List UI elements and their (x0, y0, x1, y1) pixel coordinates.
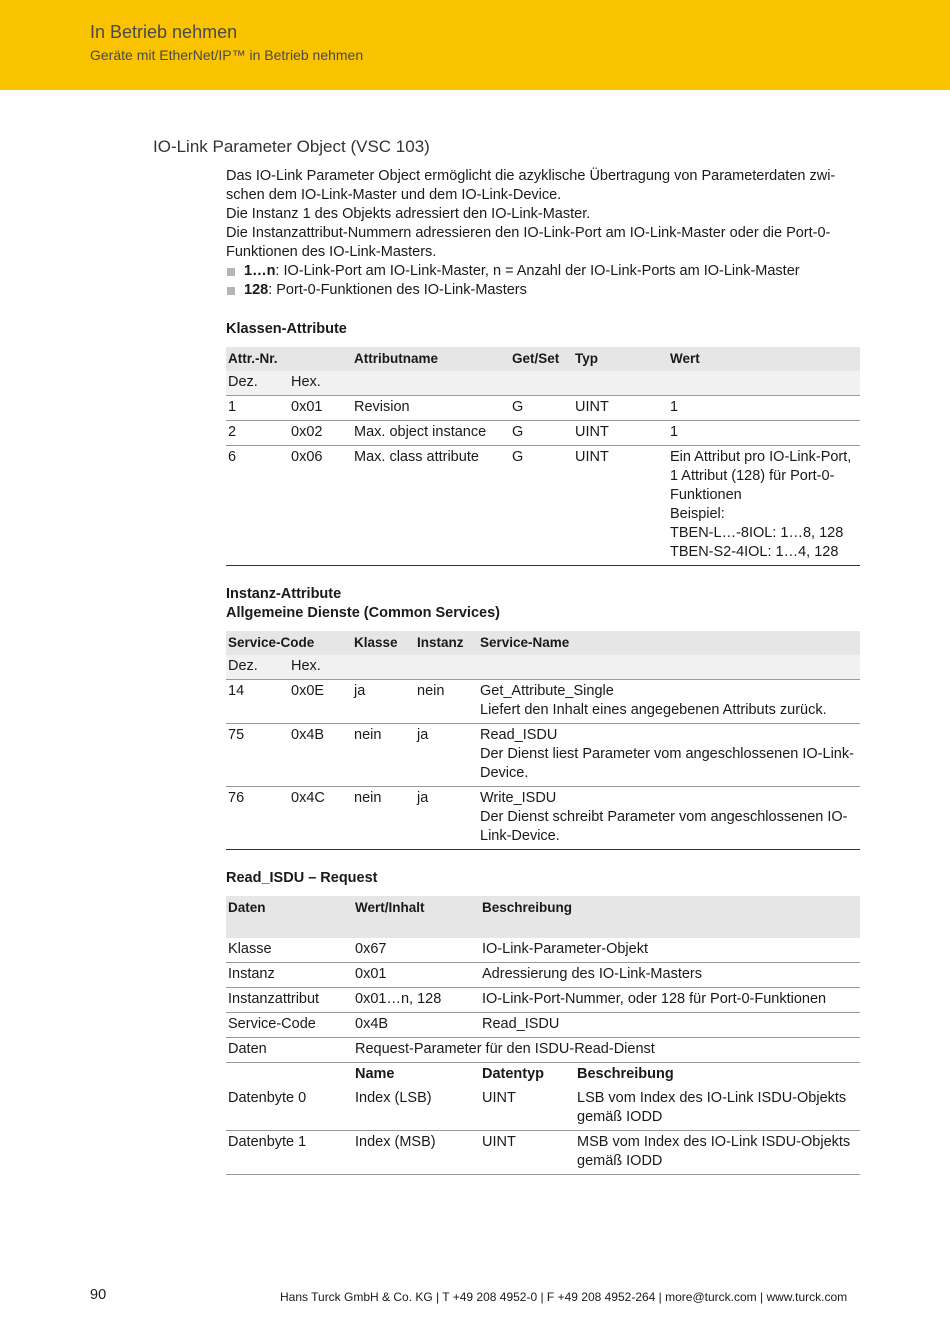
table-cell: 0x01 (289, 396, 352, 421)
service-description: Liefert den Inhalt eines angegebenen Attributs zurück. (480, 702, 827, 718)
table-cell: 0x4B (353, 1013, 480, 1038)
intro-paragraph: Das IO-Link Parameter Object ermöglicht die azyklische Übertragung von Parameterdaten zwi-schen dem IO-Link-Master und dem IO-Link-Device. (226, 168, 836, 203)
column-header: Service-Name (478, 631, 860, 655)
table-cell: Datenbyte 1 (226, 1131, 353, 1175)
example-label: Beispiel: (670, 506, 725, 522)
table-cell: ja (415, 787, 478, 850)
table-cell: 0x06 (289, 446, 352, 566)
table-cell: 0x4B (289, 724, 352, 787)
table-cell: Index (LSB) (353, 1087, 480, 1131)
bullet-text: : IO-Link-Port am IO-Link-Master, n = Anzahl der IO-Link-Ports am IO-Link-Master (275, 263, 800, 279)
table-cell (478, 787, 860, 850)
table-cell: Instanz (226, 963, 353, 988)
table-cell: 1 (668, 421, 860, 446)
table-header-row (226, 631, 860, 655)
column-subheader: Name (355, 1066, 395, 1082)
table-cell: Max. object instance (352, 421, 510, 446)
column-header: Instanz (415, 631, 478, 655)
table-cell: UINT (480, 1087, 575, 1131)
page-number: 90 (90, 1287, 107, 1303)
column-header: Attr.-Nr. (226, 347, 352, 371)
table-cell (668, 446, 860, 566)
table-header-row (226, 347, 860, 371)
table-cell: ja (415, 724, 478, 787)
example-line: TBEN-S2-4IOL: 1…4, 128 (670, 544, 839, 560)
table-cell: G (510, 421, 573, 446)
table-cell: MSB vom Index des IO-Link ISDU-Objekts gemäß IODD (575, 1131, 860, 1175)
table-cell: 76 (226, 787, 289, 850)
column-header: Attributname (352, 347, 510, 371)
bullet-bold: 1…n (244, 263, 276, 279)
bullet-text: : Port-0-Funktionen des IO-Link-Masters (268, 282, 527, 298)
table-row (226, 421, 860, 446)
column-subheader: Beschreibung (577, 1066, 674, 1082)
footer-contact: Hans Turck GmbH & Co. KG | T +49 208 4952-0 | F +49 208 4952-264 | more@turck.com | www.turck.com (280, 1290, 848, 1304)
table-cell: 0x01 (353, 963, 480, 988)
table-cell: Datenbyte 0 (226, 1087, 353, 1131)
table-row (226, 446, 860, 566)
table-cell: Index (MSB) (353, 1131, 480, 1175)
column-subheader: Hex. (289, 655, 352, 680)
table-row (226, 1038, 860, 1063)
table-cell: Read_ISDU (480, 1013, 860, 1038)
table-cell: nein (352, 787, 415, 850)
table-cell (478, 680, 860, 724)
table-cell: 0x4C (289, 787, 352, 850)
table-row (226, 396, 860, 421)
read-isdu-table (226, 896, 860, 1175)
table-cell: Request-Parameter für den ISDU-Read-Dienst (353, 1038, 860, 1063)
table-cell: 1 (226, 396, 289, 421)
table-cell: Max. class attribute (352, 446, 510, 566)
table-cell: Instanzattribut (226, 988, 353, 1013)
value-text: Ein Attribut pro IO-Link-Port, 1 Attribut (128) für Port-0-Funktionen (670, 449, 852, 503)
column-header: Wert (668, 347, 860, 371)
column-header: Daten (226, 896, 353, 938)
bullet-bold: 128 (244, 282, 269, 298)
chapter-title: In Betrieb nehmen (90, 22, 238, 42)
table-cell: nein (352, 724, 415, 787)
common-services-heading: Allgemeine Dienste (Common Services) (226, 605, 500, 621)
table-cell: 0x0E (289, 680, 352, 724)
service-name: Write_ISDU (480, 790, 557, 806)
table-cell: UINT (573, 421, 668, 446)
column-header: Wert/Inhalt (353, 896, 480, 938)
table-row (226, 1013, 860, 1038)
table-cell: Revision (352, 396, 510, 421)
column-subheader: Dez. (226, 655, 289, 680)
table-subheader-row (226, 371, 860, 396)
table-cell: 1 (668, 396, 860, 421)
table-row (226, 787, 860, 850)
table-cell (478, 724, 860, 787)
column-header: Typ (573, 347, 668, 371)
table-cell: 75 (226, 724, 289, 787)
table-cell: 0x67 (353, 938, 480, 963)
table-cell: IO-Link-Parameter-Objekt (480, 938, 860, 963)
table-cell: G (510, 446, 573, 566)
example-line: TBEN-L…-8IOL: 1…8, 128 (670, 525, 844, 541)
class-attributes-heading: Klassen-Attribute (226, 321, 347, 337)
table-cell: 0x02 (289, 421, 352, 446)
column-subheader: Datentyp (482, 1066, 545, 1082)
table-row (226, 938, 860, 963)
table-cell: 2 (226, 421, 289, 446)
intro-paragraph: Die Instanz 1 des Objekts adressiert den IO-Link-Master. (226, 206, 591, 222)
table-row (226, 1131, 860, 1175)
column-header: Get/Set (510, 347, 573, 371)
column-header: Service-Code (226, 631, 352, 655)
table-header-row (226, 896, 860, 938)
table-cell: Daten (226, 1038, 353, 1063)
table-row (226, 988, 860, 1013)
bullet-list (226, 262, 860, 300)
column-subheader: Hex. (289, 371, 352, 396)
table-cell: Service-Code (226, 1013, 353, 1038)
table-subheader-row (226, 1063, 860, 1088)
service-description: Der Dienst liest Parameter vom angeschlossenen IO-Link-Device. (480, 746, 854, 781)
list-item (226, 281, 860, 300)
service-name: Get_Attribute_Single (480, 683, 614, 699)
class-attributes-table (226, 347, 860, 566)
table-cell: LSB vom Index des IO-Link ISDU-Objekts gemäß IODD (575, 1087, 860, 1131)
table-cell: UINT (573, 396, 668, 421)
column-header: Beschreibung (480, 896, 860, 938)
table-cell: 14 (226, 680, 289, 724)
read-isdu-heading: Read_ISDU – Request (226, 870, 378, 886)
section-title: IO-Link Parameter Object (VSC 103) (153, 137, 430, 156)
common-services-table (226, 631, 860, 850)
service-description: Der Dienst schreibt Parameter vom angeschlossenen IO-Link-Device. (480, 809, 848, 844)
table-cell: Klasse (226, 938, 353, 963)
table-cell: 0x01…n, 128 (353, 988, 480, 1013)
table-cell: IO-Link-Port-Nummer, oder 128 für Port-0-Funktionen (480, 988, 860, 1013)
service-name: Read_ISDU (480, 727, 558, 743)
table-cell: 6 (226, 446, 289, 566)
table-row (226, 680, 860, 724)
instance-attributes-heading: Instanz-Attribute (226, 586, 342, 602)
main-content (226, 167, 860, 1175)
list-item (226, 262, 860, 281)
table-cell: nein (415, 680, 478, 724)
table-row (226, 724, 860, 787)
page-header (0, 0, 950, 90)
table-cell: UINT (573, 446, 668, 566)
table-row (226, 1087, 860, 1131)
table-cell: Adressierung des IO-Link-Masters (480, 963, 860, 988)
table-row (226, 963, 860, 988)
intro-paragraph: Die Instanzattribut-Nummern adressieren den IO-Link-Port am IO-Link-Master oder die Port-0-Funktionen des IO-Link-Masters. (226, 225, 831, 260)
table-cell: ja (352, 680, 415, 724)
column-header: Klasse (352, 631, 415, 655)
column-subheader: Dez. (226, 371, 289, 396)
subchapter-title: Geräte mit EtherNet/IP™ in Betrieb nehmen (90, 47, 364, 63)
table-cell: UINT (480, 1131, 575, 1175)
table-subheader-row (226, 655, 860, 680)
table-cell: G (510, 396, 573, 421)
